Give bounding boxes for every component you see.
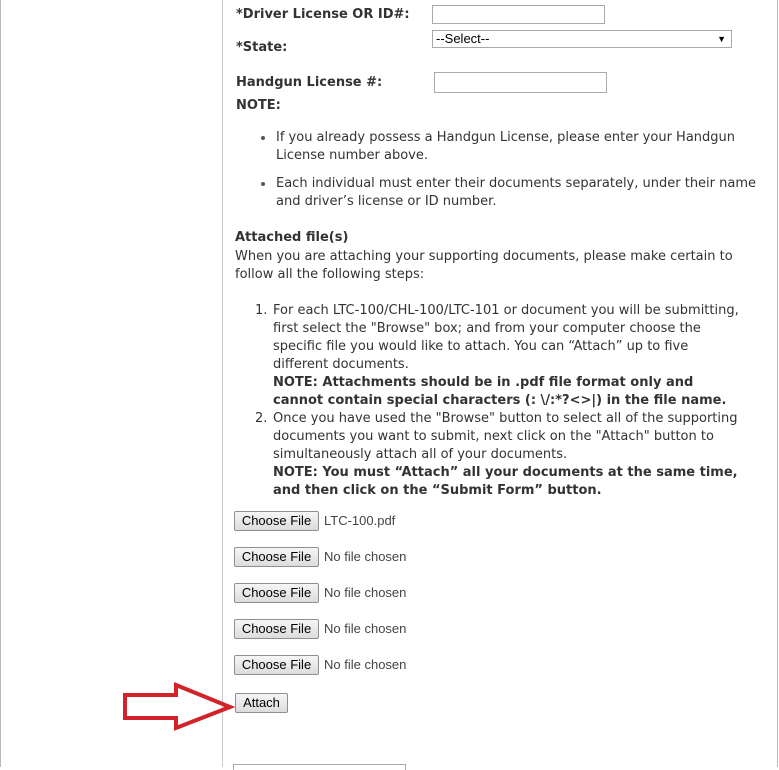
partial-input[interactable] xyxy=(233,764,406,770)
choose-file-button[interactable]: Choose File xyxy=(234,619,319,639)
note-item xyxy=(235,129,772,165)
file-name: No file chosen xyxy=(324,621,407,636)
steps-list xyxy=(255,302,745,500)
step-item xyxy=(255,410,745,500)
state-select-value: --Select-- xyxy=(436,31,490,46)
window-left-border xyxy=(0,0,1,767)
note-text: If you already possess a Handgun License, please enter your Handgun License number above. xyxy=(276,130,736,163)
file-name: No file chosen xyxy=(324,657,407,672)
attached-intro: When you are attaching your supporting documents, please make certain to follow all the following steps: xyxy=(235,249,733,282)
step-item xyxy=(255,302,745,410)
step-number: 1. xyxy=(255,303,268,318)
dropdown-arrow-icon: ▼ xyxy=(717,34,726,44)
step-text: For each LTC-100/CHL-100/LTC-101 or document you will be submitting, first select the "Browse" box; and from your computer choose the specific file you would like to attach. You can “Attach” up to five different documents. xyxy=(273,303,739,372)
choose-file-button[interactable]: Choose File xyxy=(234,583,319,603)
note-item xyxy=(235,175,772,211)
attached-files-heading: Attached file(s) xyxy=(235,230,349,245)
file-name: LTC-100.pdf xyxy=(324,513,396,528)
state-select[interactable] xyxy=(432,30,732,48)
step-text: Once you have used the "Browse" button to select all of the supporting documents you want to submit, next click on the "Attach" button to simultaneously attach all of your documents. xyxy=(273,411,738,462)
note-label: NOTE: xyxy=(236,98,281,113)
driver-license-label: *Driver License OR ID#: xyxy=(236,7,410,22)
annotation-arrow-icon xyxy=(120,682,235,732)
choose-file-button[interactable]: Choose File xyxy=(234,655,319,675)
bullet-icon xyxy=(261,182,265,186)
content-divider xyxy=(222,0,223,767)
state-label: *State: xyxy=(236,40,288,55)
note-text: Each individual must enter their documents separately, under their name and driver’s license or ID number. xyxy=(276,176,757,209)
window-right-border xyxy=(777,0,778,767)
driver-license-input[interactable] xyxy=(432,5,605,24)
step-number: 2. xyxy=(255,411,268,426)
handgun-license-label: Handgun License #: xyxy=(236,75,383,90)
file-name: No file chosen xyxy=(324,549,407,564)
step-note: NOTE: You must “Attach” all your documents at the same time, and then click on the “Submit Form” button. xyxy=(273,465,738,498)
attach-button[interactable]: Attach xyxy=(235,693,288,713)
file-name: No file chosen xyxy=(324,585,407,600)
step-note: NOTE: Attachments should be in .pdf file format only and cannot contain special characters (: \/:*?<>|) in the file name. xyxy=(273,375,727,408)
handgun-license-input[interactable] xyxy=(434,72,607,93)
choose-file-button[interactable]: Choose File xyxy=(234,511,319,531)
note-list xyxy=(235,129,772,211)
bullet-icon xyxy=(261,136,265,140)
choose-file-button[interactable]: Choose File xyxy=(234,547,319,567)
